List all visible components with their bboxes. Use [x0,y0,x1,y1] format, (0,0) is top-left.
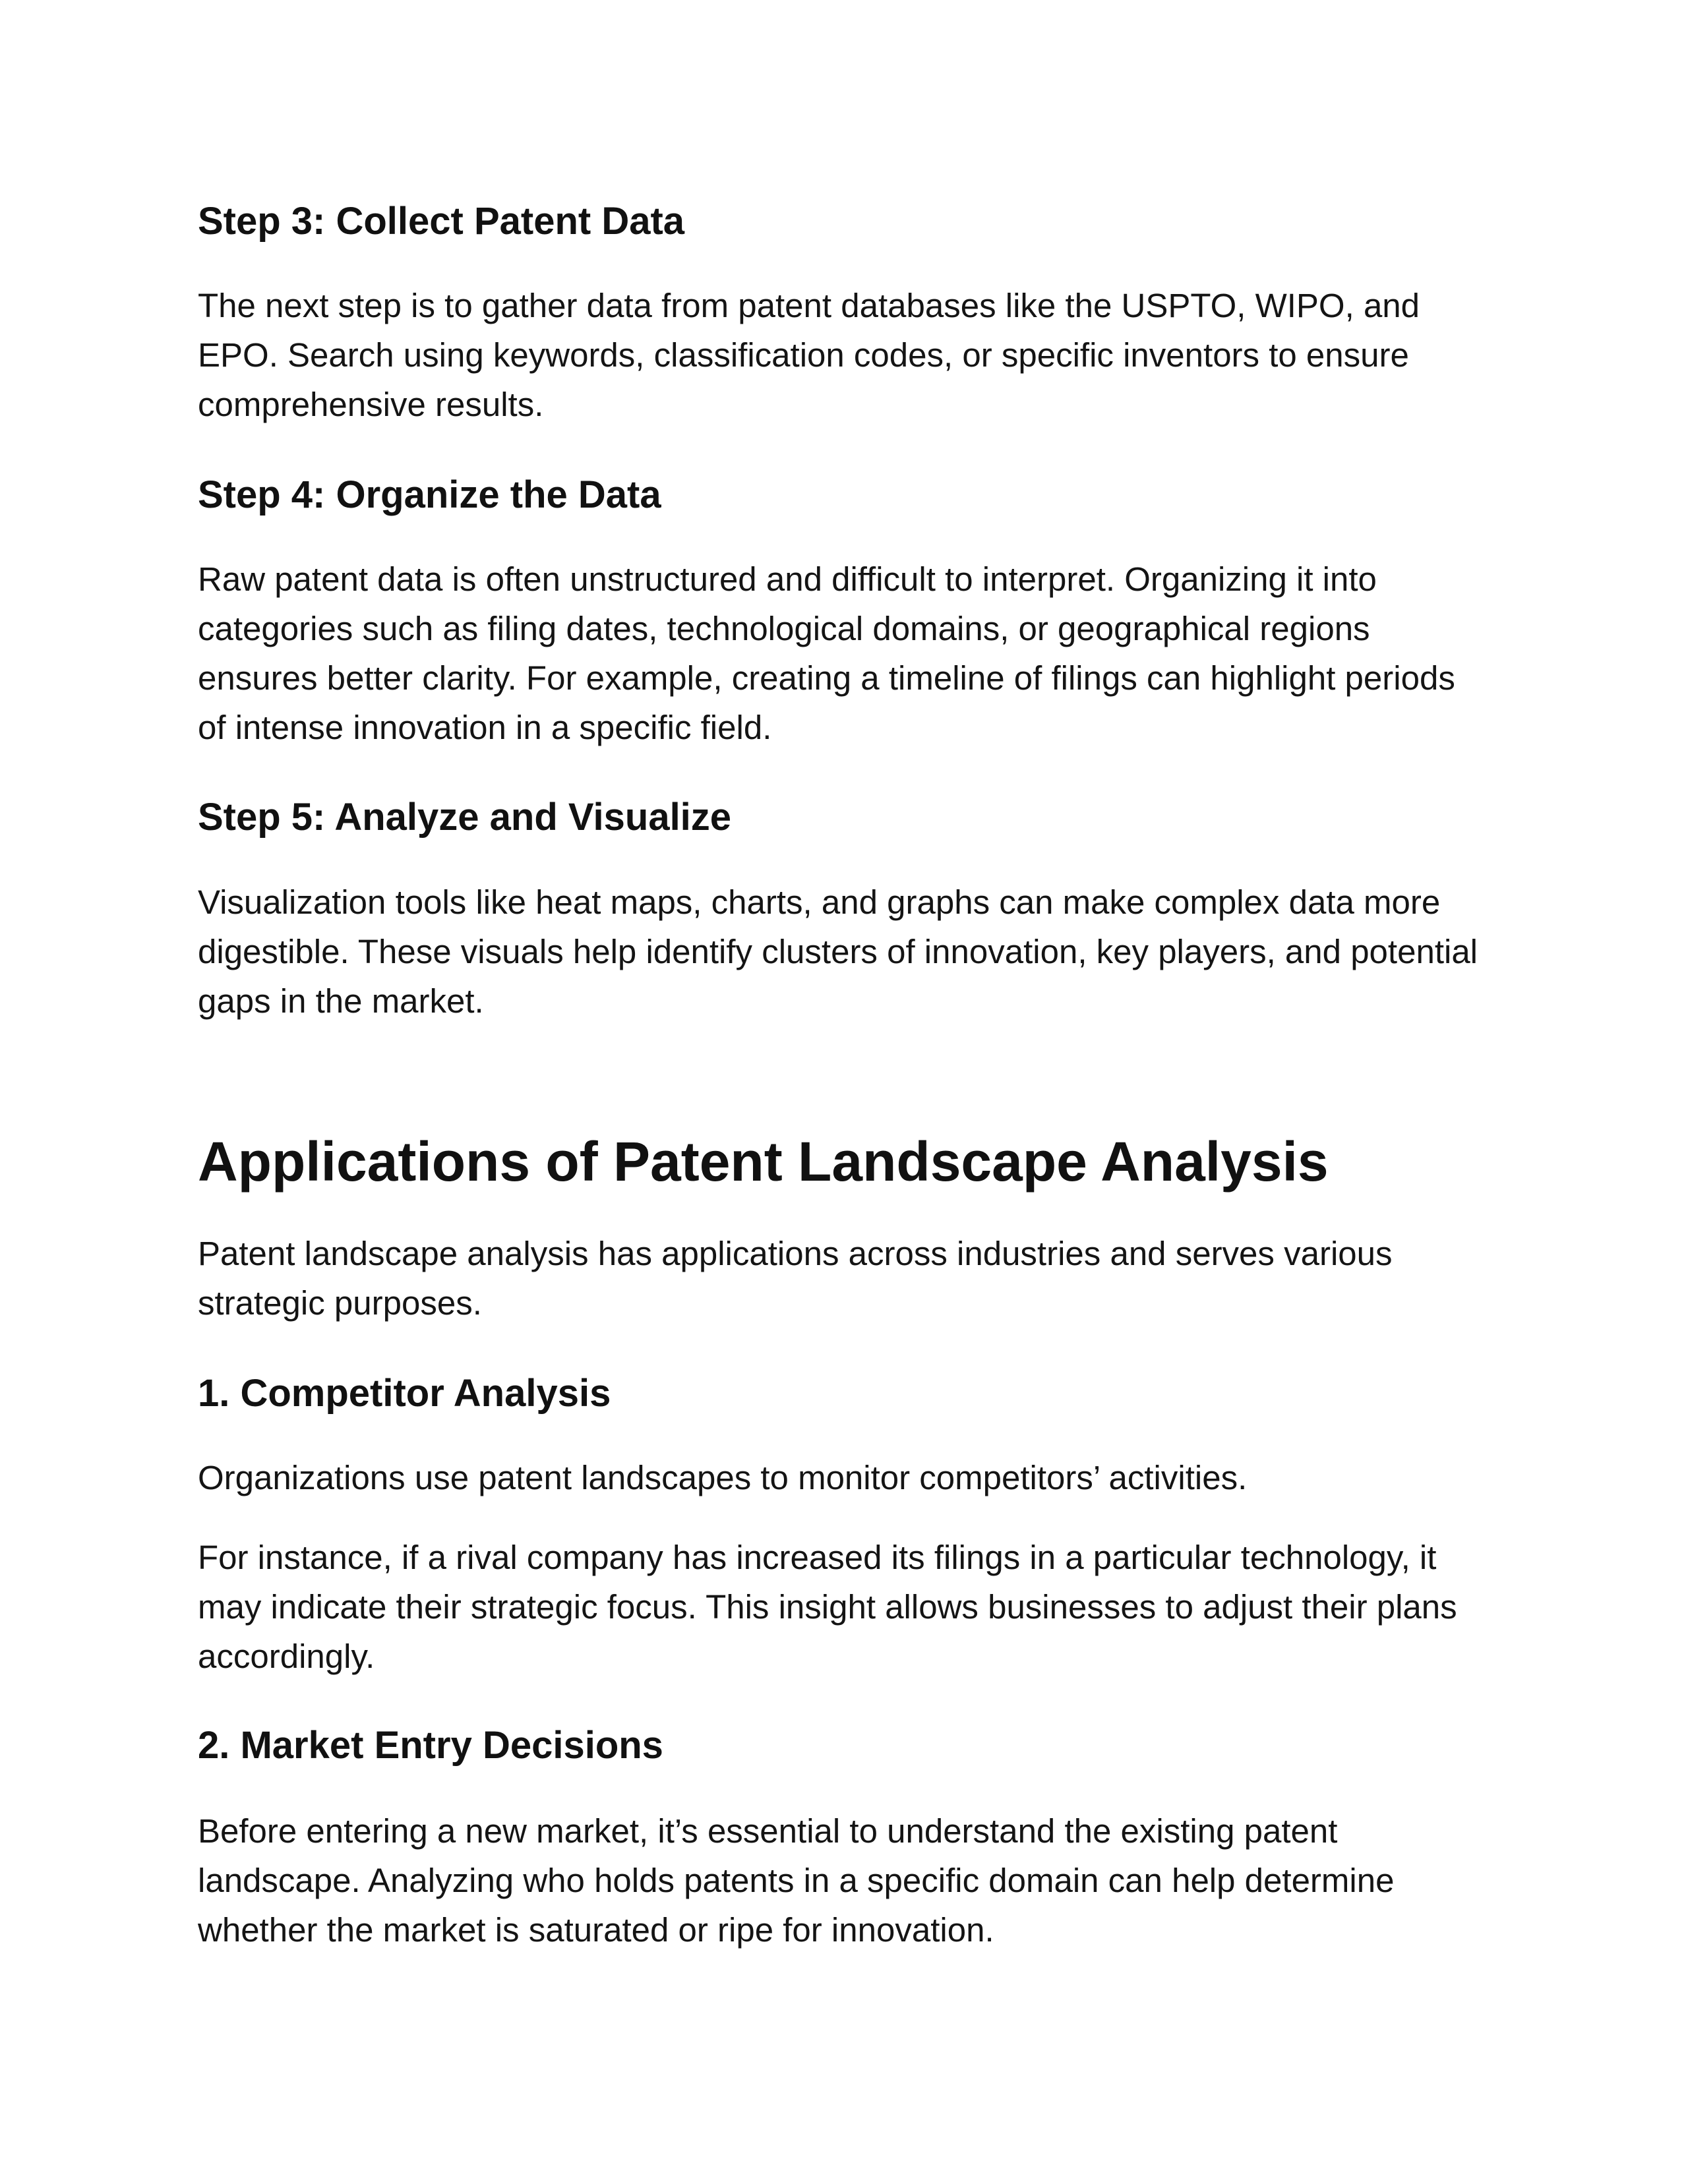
competitor-analysis-paragraph-1: Organizations use patent landscapes to monitor competitors’ activities. [198,1459,1248,1496]
step-4-heading: Step 4: Organize the Data [198,473,661,516]
market-entry-heading: 2. Market Entry Decisions [198,1724,663,1767]
market-entry-paragraph: Before entering a new market, it’s essential to understand the existing patent landscape. Analyzing who holds patents in a specific domain can help determine whether the market is saturated or ripe for innovation. [198,1812,1395,1949]
competitor-analysis-heading: 1. Competitor Analysis [198,1372,611,1415]
step-5-paragraph: Visualization tools like heat maps, charts, and graphs can make complex data more digestible. These visuals help identify clusters of innovation, key players, and potential gaps in the market. [198,883,1478,1020]
step-3-heading: Step 3: Collect Patent Data [198,200,685,243]
applications-heading: Applications of Patent Landscape Analysis [198,1131,1329,1193]
applications-intro: Patent landscape analysis has applications across industries and serves various strategic purposes. [198,1235,1393,1322]
step-5-heading: Step 5: Analyze and Visualize [198,796,732,839]
step-3-paragraph: The next step is to gather data from patent databases like the USPTO, WIPO, and EPO. Search using keywords, classification codes, or specific inventors to ensure comprehensive results. [198,287,1420,423]
competitor-analysis-paragraph-2: For instance, if a rival company has increased its filings in a particular technology, it may indicate their strategic focus. This insight allows businesses to adjust their plans accordingly. [198,1539,1457,1675]
step-4-paragraph: Raw patent data is often unstructured and difficult to interpret. Organizing it into categories such as filing dates, technological domains, or geographical regions ensures better clarity. For example, creating a timeline of filings can highlight periods of intense innovation in a specific field. [198,560,1455,746]
